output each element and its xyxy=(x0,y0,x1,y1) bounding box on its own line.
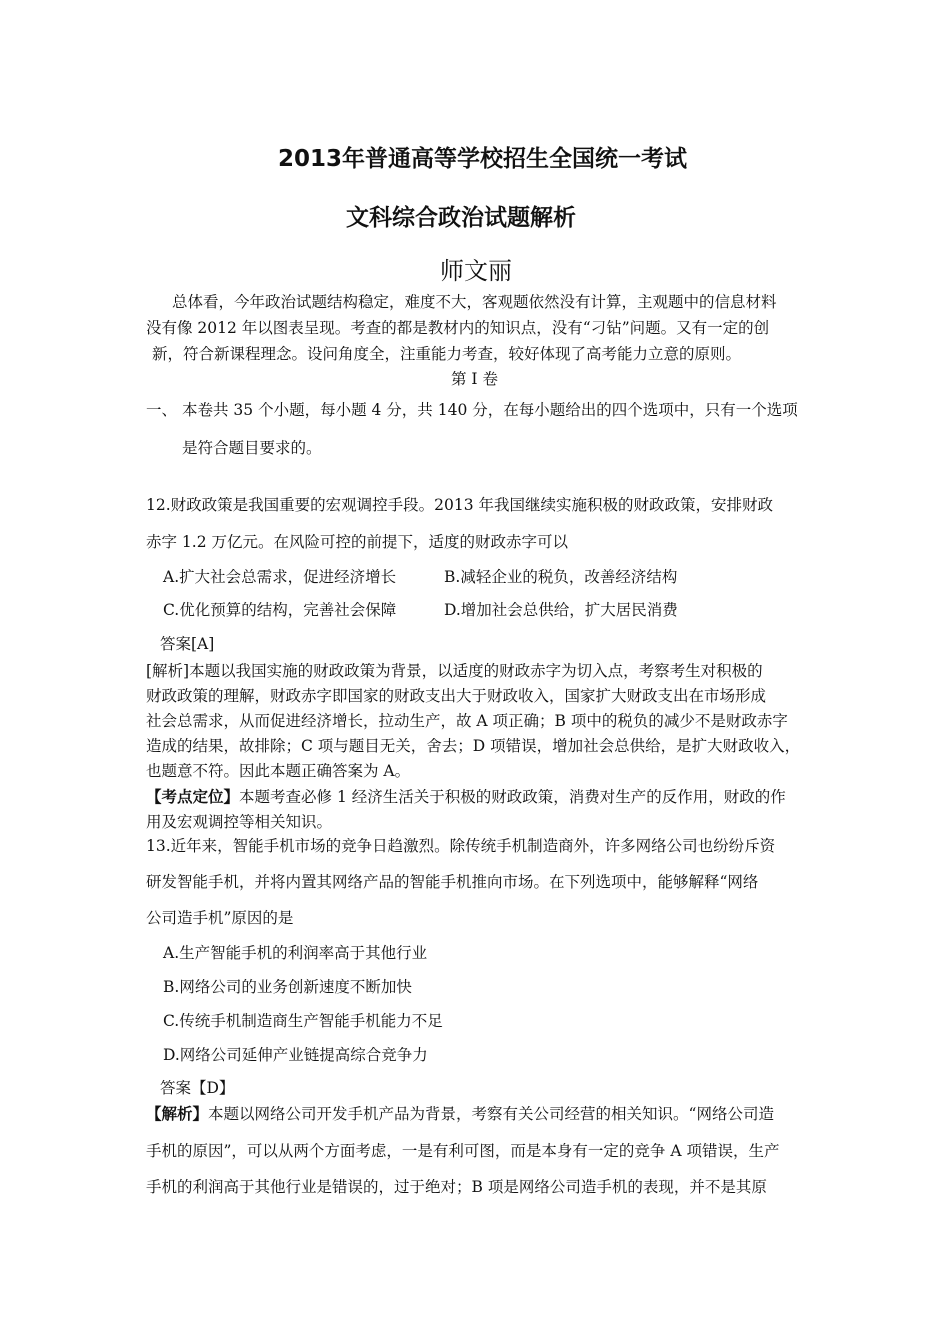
q13-option-d: D.网络公司延伸产业链提高综合竞争力 xyxy=(163,1046,428,1064)
q13-stem-line-2: 研发智能手机，并将内置其网络产品的智能手机推向市场。在下列选项中，能够解释“网络 xyxy=(146,873,759,891)
q12-analysis-line-1: [解析]本题以我国实施的财政政策为背景，以适度的财政赤字为切入点，考察考生对积极的 xyxy=(146,662,763,680)
q12-analysis-line-2: 财政政策的理解，财政赤字即国家的财政支出大于财政收入，国家扩大财政支出在市场形成 xyxy=(146,687,767,705)
q13-analysis-line-1 xyxy=(146,1102,774,1124)
q12-stem-line-1: 12.财政政策是我国重要的宏观调控手段。2013 年我国继续实施积极的财政政策，安排财政 xyxy=(146,496,774,514)
q13-stem-line-1: 13.近年来，智能手机市场的竞争日趋激烈。除传统手机制造商外，许多网络公司也纷纷斥资 xyxy=(146,837,776,855)
title-line-2: 文科综合政治试题解析 xyxy=(346,205,576,231)
q12-kaodian-line-2: 用及宏观调控等相关知识。 xyxy=(146,813,333,831)
q12-option-b: B.减轻企业的税负，改善经济结构 xyxy=(444,568,678,586)
q12-option-d: D.增加社会总供给，扩大居民消费 xyxy=(444,601,678,619)
q13-option-c: C.传统手机制造商生产智能手机能力不足 xyxy=(163,1012,443,1030)
volume-label: 第 I 卷 xyxy=(451,370,498,388)
kaodian-label: 【考点定位】 xyxy=(146,787,240,806)
q12-analysis-line-4: 造成的结果，故排除；C 项与题目无关，舍去；D 项错误，增加社会总供给，是扩大财政收入， xyxy=(146,737,801,755)
q12-analysis-line-3: 社会总需求，从而促进经济增长，拉动生产，故 A 项正确；B 项中的税负的减少不是财政赤字 xyxy=(146,712,788,730)
intro-line-1: 总体看，今年政治试题结构稳定，难度不大，客观题依然没有计算，主观题中的信息材料 xyxy=(172,293,777,311)
section-number: 一、 xyxy=(146,401,178,419)
author-name: 师文丽 xyxy=(440,257,512,285)
title-line-1: 2013年普通高等学校招生全国统一考试 xyxy=(278,146,688,172)
q13-stem-line-3: 公司造手机”原因的是 xyxy=(146,909,294,927)
analysis-text: 本题以网络公司开发手机产品为背景，考察有关公司经营的相关知识。“网络公司造 xyxy=(208,1105,774,1123)
intro-line-2: 没有像 2012 年以图表呈现。考查的都是教材内的知识点，没有“刁钻”问题。又有一定的创 xyxy=(146,319,770,337)
q12-option-c: C.优化预算的结构，完善社会保障 xyxy=(163,601,397,619)
section-line-1: 本卷共 35 个小题，每小题 4 分，共 140 分，在每小题给出的四个选项中，只有一个选项 xyxy=(182,401,798,419)
analysis-label: 【解析】 xyxy=(146,1104,209,1123)
q12-option-a: A.扩大社会总需求，促进经济增长 xyxy=(163,568,397,586)
q13-analysis-line-2: 手机的原因”，可以从两个方面考虑，一是有利可图，而是本身有一定的竞争 A 项错误，生产 xyxy=(146,1142,780,1160)
q13-answer: 答案【D】 xyxy=(160,1079,235,1097)
q12-stem-line-2: 赤字 1.2 万亿元。在风险可控的前提下，适度的财政赤字可以 xyxy=(146,533,569,551)
q13-option-b: B.网络公司的业务创新速度不断加快 xyxy=(163,978,412,996)
section-line-2: 是符合题目要求的。 xyxy=(182,439,322,457)
q12-analysis-line-5: 也题意不符。因此本题正确答案为 A。 xyxy=(146,762,411,780)
q13-analysis-line-3: 手机的利润高于其他行业是错误的，过于绝对；B 项是网络公司造手机的表现，并不是其原 xyxy=(146,1178,767,1196)
q12-kaodian-line-1 xyxy=(146,785,786,807)
kaodian-text: 本题考查必修 1 经济生活关于积极的财政政策，消费对生产的反作用，财政的作 xyxy=(239,788,786,806)
intro-line-3: 新，符合新课程理念。设问角度全，注重能力考查，较好体现了高考能力立意的原则。 xyxy=(152,345,742,363)
q12-answer: 答案[A] xyxy=(160,635,215,653)
q13-option-a: A.生产智能手机的利润率高于其他行业 xyxy=(163,944,428,962)
